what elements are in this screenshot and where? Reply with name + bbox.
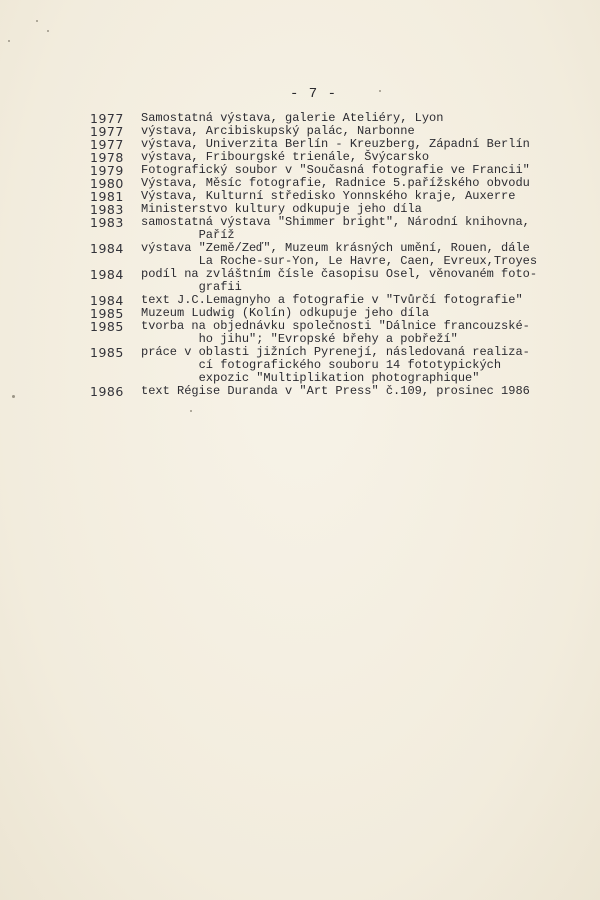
entry-line: tvorba na objednávku společnosti "Dálnice francouzské- [141,319,530,333]
entry-line: text Régise Duranda v "Art Press" č.109, prosinec 1986 [141,384,530,398]
entry-year: 1983 [90,215,124,230]
entry-year: 1985 [90,319,124,334]
entry-line: Fotografický soubor v "Současná fotografie ve Francii" [141,163,530,177]
entry-line: Paříž [141,228,235,242]
entry-line: Výstava, Kulturní středisko Yonnského kraje, Auxerre [141,189,516,203]
entry-line: grafii [141,280,242,294]
list-item [90,242,590,268]
entry-line: ho jihu"; "Evropské břehy a pobřeží" [141,332,458,346]
entry-year: 1978 [90,150,124,165]
entry-year: 1985 [90,345,124,360]
entry-year: 1977 [90,111,124,126]
entry-year: 1986 [90,384,124,399]
entry-year: 1977 [90,124,124,139]
entry-line: Samostatná výstava, galerie Ateliéry, Lyon [141,111,444,125]
list-item [90,320,590,346]
entry-year: 1985 [90,306,124,321]
entry-text [141,320,590,346]
entry-text [141,346,590,385]
entry-year: 1981 [90,189,124,204]
entry-line: Muzeum Ludwig (Kolín) odkupuje jeho díla [141,306,430,320]
entry-line: Ministerstvo kultury odkupuje jeho díla [141,202,422,216]
list-item [90,216,590,242]
entry-line: cí fotografického souboru 14 fototypických [141,358,502,372]
entry-line: práce v oblasti jižních Pyrenejí, následovaná realiza- [141,345,530,359]
ink-speck [379,90,381,92]
page-number: - 7 - [290,86,338,102]
ink-speck [47,30,49,32]
entry-year: 1979 [90,163,124,178]
entry-line: La Roche-sur-Yon, Le Havre, Caen, Evreux,Troyes [141,254,538,268]
entry-year: 1980 [90,176,124,191]
entry-line: podíl na zvláštním čísle časopisu Osel, věnovaném foto- [141,267,538,281]
list-item [90,385,590,398]
exhibition-list [90,112,590,398]
entry-year: 1984 [90,241,124,256]
entry-text [141,216,590,242]
entry-line: expozic "Multiplikation photographique" [141,371,480,385]
ink-speck [190,410,192,412]
entry-year: 1984 [90,267,124,282]
entry-year: 1977 [90,137,124,152]
entry-line: výstava "Země/Zeď", Muzeum krásných umění, Rouen, dále [141,241,530,255]
ink-speck [12,395,15,398]
ink-speck [8,40,10,42]
entry-line: Výstava, Měsíc fotografie, Radnice 5.pařížského obvodu [141,176,530,190]
entry-year: 1983 [90,202,124,217]
entry-line: výstava, Arcibiskupský palác, Narbonne [141,124,415,138]
entry-line: text J.C.Lemagnyho a fotografie v "Tvůrčí fotografie" [141,293,523,307]
list-item [90,346,590,385]
entry-line: výstava, Univerzita Berlín - Kreuzberg, Západní Berlín [141,137,530,151]
ink-speck [36,20,38,22]
entry-year: 1984 [90,293,124,308]
entry-line: samostatná výstava "Shimmer bright", Národní knihovna, [141,215,530,229]
entry-text [141,242,590,268]
entry-text [141,385,590,398]
list-item [90,268,590,294]
entry-text [141,268,590,294]
entry-line: výstava, Fribourgské trienále, Švýcarsko [141,150,430,164]
